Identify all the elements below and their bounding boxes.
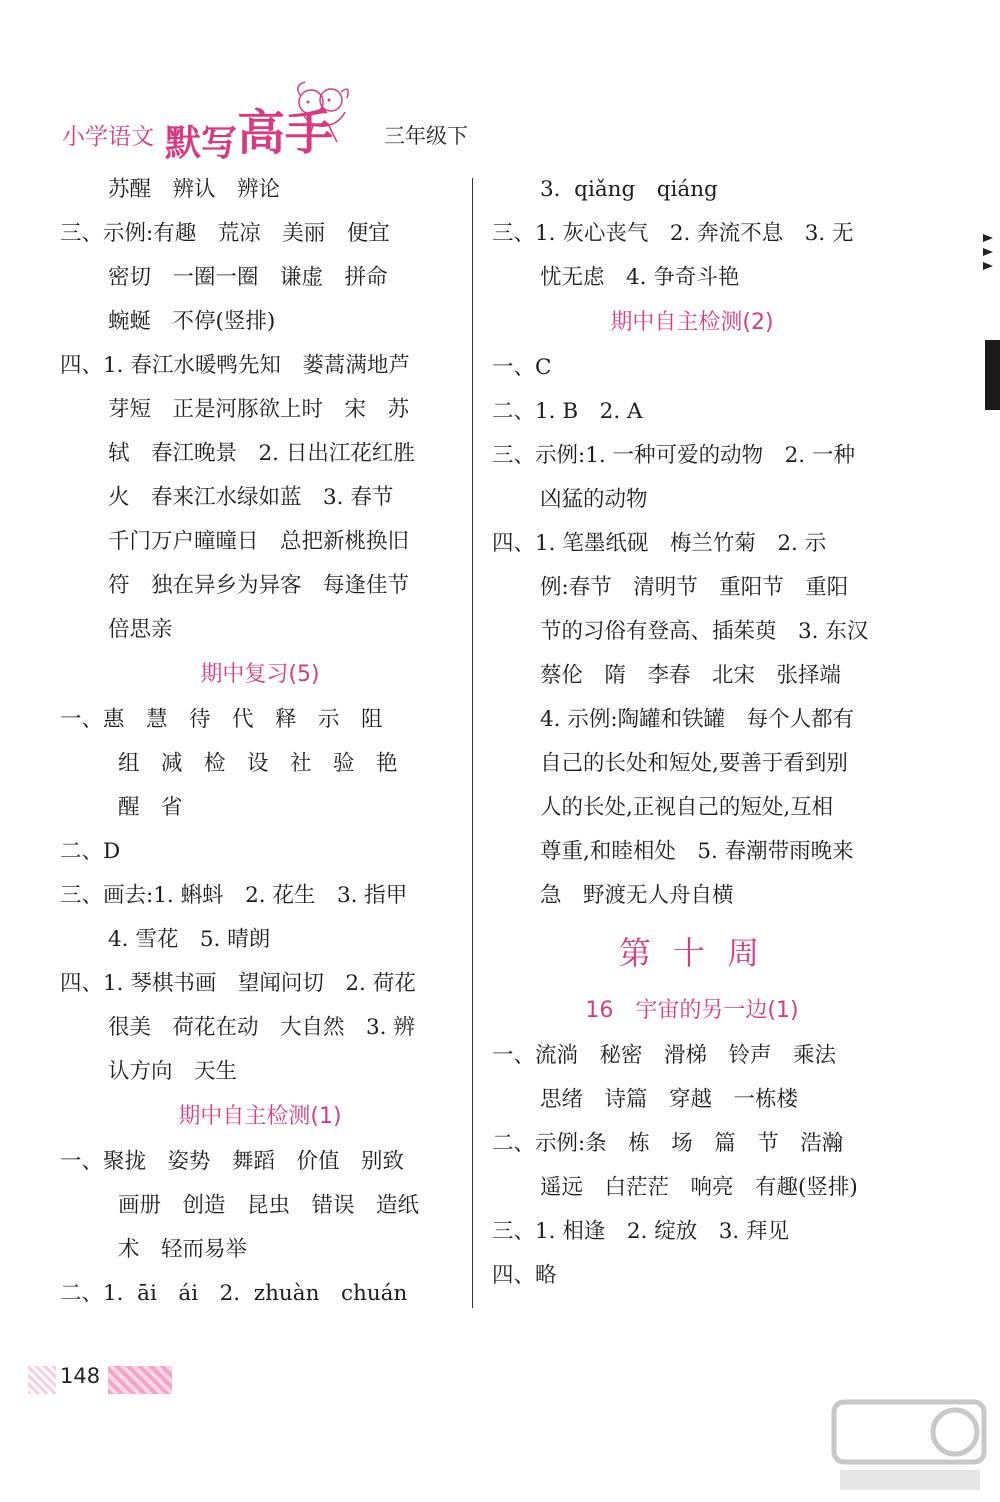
child-illustration-icon (283, 78, 361, 148)
answer-line: 忧无虑 4. 争奇斗艳 (540, 265, 740, 290)
footer-decoration (108, 1366, 172, 1394)
answer-line: 思绪 诗篇 穿越 一栋楼 (540, 1087, 799, 1112)
answer-line: 遥远 白茫茫 响亮 有趣(竖排) (540, 1175, 858, 1200)
watermark-logo (830, 1398, 990, 1496)
brand-title-b: 高手 (237, 105, 334, 161)
answer-line: 三、1. 灰心丧气 2. 奔流不息 3. 无 (492, 221, 854, 246)
week-heading: 第 十 周 (618, 934, 766, 972)
edge-arrow-icon (983, 234, 993, 242)
answer-line: 倍思亲 (108, 617, 173, 642)
edge-tab-marks (975, 228, 1000, 276)
answer-line: 例:春节 清明节 重阳节 重阳 (540, 575, 849, 600)
section-heading: 期中自主检测(1) (178, 1104, 342, 1129)
section-heading: 期中复习(5) (200, 662, 320, 687)
answer-line: 三、示例:有趣 荒凉 美丽 便宜 (60, 221, 390, 246)
answer-line: 芽短 正是河豚欲上时 宋 苏 (108, 397, 410, 422)
brand-title-a: 默写 (165, 123, 238, 164)
answer-line: 节的习俗有登高、插茱萸 3. 东汉 (540, 619, 869, 644)
answer-line: 人的长处,正视自己的短处,互相 (540, 795, 834, 820)
page-number: 148 (60, 1364, 101, 1388)
brand-subject: 小学语文 (62, 124, 154, 150)
answer-line: 4. 示例:陶罐和铁罐 每个人都有 (540, 707, 855, 732)
edge-thumb-tab (985, 340, 1000, 410)
answer-line: 认方向 天生 (108, 1059, 238, 1084)
answer-line: 蜿蜒 不停(竖排) (108, 309, 276, 334)
answer-line: 凶猛的动物 (540, 487, 648, 512)
answer-line: 醒 省 (118, 795, 183, 820)
column-divider (472, 178, 473, 1308)
answer-line: 四、1. 琴棋书画 望闻问切 2. 荷花 (60, 971, 416, 996)
section-heading: 期中自主检测(2) (610, 310, 774, 335)
answer-line: 二、D (60, 839, 121, 864)
answer-line: 画册 创造 昆虫 错误 造纸 (118, 1193, 420, 1218)
answer-line: 4. 雪花 5. 晴朗 (108, 927, 271, 952)
answer-line: 四、1. 春江水暖鸭先知 蒌蒿满地芦 (60, 353, 410, 378)
answer-line: 二、1. āi ái 2. zhuàn chuán (60, 1281, 408, 1306)
answer-line: 火 春来江水绿如蓝 3. 春节 (108, 485, 394, 510)
answer-line: 四、1. 笔墨纸砚 梅兰竹菊 2. 示 (492, 531, 827, 556)
answer-line: 术 轻而易举 (118, 1237, 248, 1262)
answer-line: 四、略 (492, 1263, 557, 1288)
answer-line: 二、1. B 2. A (492, 399, 643, 424)
answer-line: 密切 一圈一圈 谦虚 拼命 (108, 265, 388, 290)
answer-line: 三、示例:1. 一种可爱的动物 2. 一种 (492, 443, 855, 468)
answer-line: 符 独在异乡为异客 每逢佳节 (108, 573, 410, 598)
section-heading: 16 宇宙的另一边(1) (585, 998, 799, 1023)
answer-line: 三、1. 相逢 2. 绽放 3. 拜见 (492, 1219, 790, 1244)
answer-line: 三、画去:1. 蝌蚪 2. 花生 3. 指甲 (60, 883, 408, 908)
answer-line: 一、聚拢 姿势 舞蹈 价值 别致 (60, 1149, 405, 1174)
answer-line: 千门万户曈曈日 总把新桃换旧 (108, 529, 410, 554)
edge-arrow-icon (983, 262, 993, 270)
page-header (0, 0, 1000, 175)
answer-line: 一、流淌 秘密 滑梯 铃声 乘法 (492, 1043, 837, 1068)
left-column (60, 168, 460, 1316)
answer-line: 3. qiǎng qiáng (540, 177, 718, 202)
answer-line: 苏醒 辨认 辨论 (108, 177, 281, 202)
answer-line: 自己的长处和短处,要善于看到别 (540, 751, 848, 776)
edge-arrow-icon (983, 248, 993, 256)
answer-line: 蔡伦 隋 李春 北宋 张择端 (540, 663, 842, 688)
answer-line: 急 野渡无人舟自横 (540, 883, 734, 908)
answer-line: 一、惠 慧 待 代 释 示 阻 (60, 707, 383, 732)
answer-line: 组 减 检 设 社 验 艳 (118, 751, 398, 776)
right-column (492, 168, 892, 1298)
grade-label: 三年级下 (384, 124, 468, 148)
answer-line: 尊重,和睦相处 5. 春潮带雨晚来 (540, 839, 854, 864)
answer-line: 轼 春江晚景 2. 日出江花红胜 (108, 441, 415, 466)
answer-line: 很美 荷花在动 大自然 3. 辨 (108, 1015, 415, 1040)
answer-line: 一、C (492, 355, 552, 380)
answer-line: 二、示例:条 栋 场 篇 节 浩瀚 (492, 1131, 844, 1156)
footer-decoration-left (28, 1366, 56, 1394)
